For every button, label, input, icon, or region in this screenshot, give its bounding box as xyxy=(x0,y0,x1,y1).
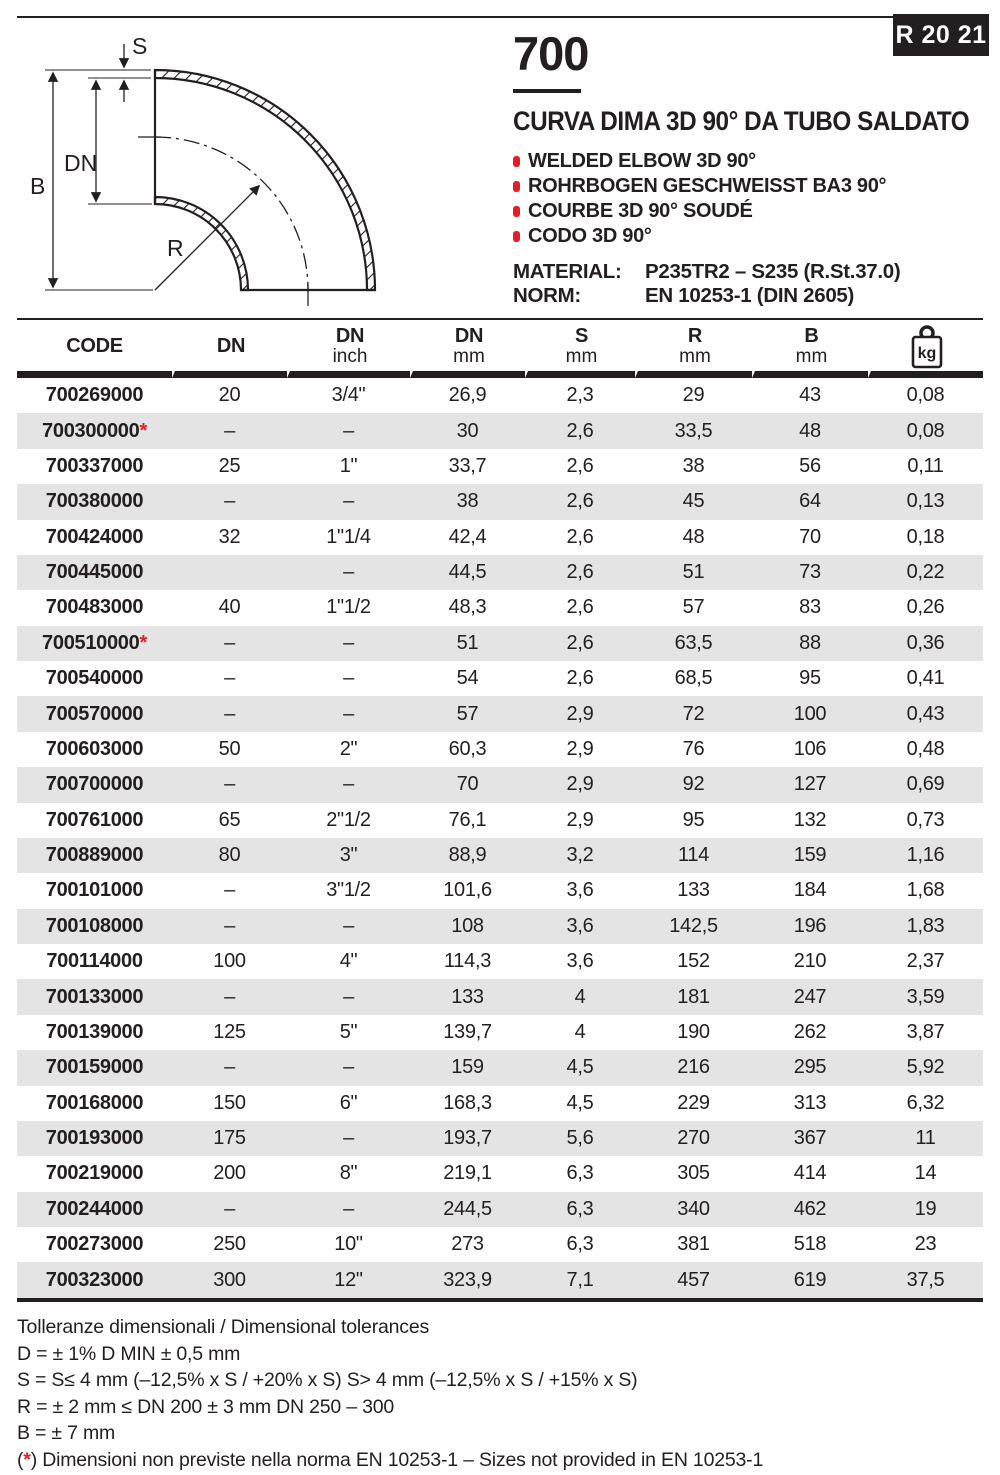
cell-b-mm: 83 xyxy=(799,596,821,619)
cell-s-mm: 2,6 xyxy=(566,525,594,548)
label-b: B xyxy=(30,173,46,199)
table-row xyxy=(17,1192,983,1227)
cell-weight-kg: 0,73 xyxy=(906,808,945,831)
elbow-technical-drawing xyxy=(20,28,490,316)
tolerances-block xyxy=(17,1314,983,1473)
cell-b-mm: 106 xyxy=(793,737,827,760)
cell-dn: – xyxy=(172,696,287,731)
cell-dn: – xyxy=(172,413,287,448)
cell-s-mm: 2,6 xyxy=(525,626,635,661)
cell-weight-kg: 1,68 xyxy=(906,879,945,902)
table-row xyxy=(17,413,983,448)
cell-code: 700193000 xyxy=(17,1121,172,1156)
cell-code: 700445000 xyxy=(17,555,172,590)
cell-dn-mm: 139,7 xyxy=(443,1020,492,1043)
table-row xyxy=(17,484,983,519)
table-row xyxy=(17,979,983,1014)
cell-r-mm: 68,5 xyxy=(674,667,713,690)
cell-s-mm: 2,6 xyxy=(525,555,635,590)
cell-code: 700540000 xyxy=(45,667,144,690)
cell-dn-mm: 114,3 xyxy=(443,950,492,973)
cell-b-mm: 43 xyxy=(799,384,821,407)
cell-b-mm: 262 xyxy=(793,1020,827,1043)
list-item xyxy=(513,224,985,249)
table-header-row xyxy=(17,320,983,378)
weight-kg-icon xyxy=(908,322,946,370)
table-row xyxy=(17,732,983,767)
tolerance-d: D = ± 1% D MIN ± 0,5 mm xyxy=(17,1342,241,1365)
table-row xyxy=(17,838,983,873)
cell-dn-inch: 4" xyxy=(339,950,358,973)
table-row xyxy=(17,661,983,696)
cell-weight-kg: 0,41 xyxy=(906,667,945,690)
header-block xyxy=(513,27,985,308)
cell-b-mm: 184 xyxy=(793,879,827,902)
norm-label: NORM: xyxy=(513,284,581,307)
cell-r-mm: 142,5 xyxy=(635,909,752,944)
cell-dn: – xyxy=(172,979,287,1014)
cell-dn-mm: 57 xyxy=(410,696,525,731)
cell-s-mm: 2,3 xyxy=(566,384,594,407)
cell-b-mm: 462 xyxy=(752,1192,868,1227)
cell-dn-mm: 244,5 xyxy=(410,1192,525,1227)
table-row xyxy=(17,873,983,908)
translations-list xyxy=(513,149,985,249)
cell-r-mm: 181 xyxy=(635,979,752,1014)
norm-value: EN 10253-1 (DIN 2605) xyxy=(645,284,855,307)
cell-code: 700483000 xyxy=(45,596,144,619)
bullet-icon xyxy=(513,231,520,242)
cell-dn-mm: 76,1 xyxy=(448,808,487,831)
table-row xyxy=(17,555,983,590)
translation-label: CODO 3D 90° xyxy=(528,225,652,247)
cell-code: 700269000 xyxy=(45,384,144,407)
cell-dn-inch: 3" xyxy=(287,838,410,873)
cell-r-mm: 29 xyxy=(682,384,705,407)
tolerance-r: R = ± 2 mm ≤ DN 200 ± 3 mm DN 250 – 300 xyxy=(17,1395,395,1418)
cell-code: 700139000 xyxy=(45,1020,144,1043)
footnote-star: * xyxy=(23,1448,31,1471)
col-header-dn: DN xyxy=(172,320,287,378)
translation-label: COURBE 3D 90° SOUDÉ xyxy=(528,200,753,222)
cell-b-mm: 88 xyxy=(752,626,868,661)
translation-label: WELDED ELBOW 3D 90° xyxy=(528,150,756,172)
cell-weight-kg: 3,87 xyxy=(906,1020,945,1043)
cell-dn: 50 xyxy=(218,737,241,760)
table-row xyxy=(17,696,983,731)
cell-code: 700380000 xyxy=(17,484,172,519)
cell-weight-kg: 0,69 xyxy=(868,767,983,802)
cell-weight-kg: 1,83 xyxy=(868,909,983,944)
cell-dn-inch: – xyxy=(287,767,410,802)
cell-r-mm: 51 xyxy=(635,555,752,590)
label-dn: DN xyxy=(64,150,98,176)
cell-dn-inch: – xyxy=(287,484,410,519)
cell-dn-inch: – xyxy=(287,555,410,590)
bullet-icon xyxy=(513,206,520,217)
cell-dn: 175 xyxy=(172,1121,287,1156)
table-row xyxy=(17,1086,983,1121)
cell-weight-kg: 1,16 xyxy=(868,838,983,873)
col-header-r-mm: R mm xyxy=(635,320,752,378)
cell-dn-inch: – xyxy=(287,696,410,731)
cell-code: 700244000 xyxy=(17,1192,172,1227)
cell-dn: 100 xyxy=(213,950,246,973)
cell-dn-inch: 1"1/2 xyxy=(326,596,371,619)
cell-code: 700114000 xyxy=(46,950,143,973)
cell-s-mm: 2,6 xyxy=(525,413,635,448)
cell-dn: – xyxy=(172,1050,287,1085)
cell-r-mm: 76 xyxy=(682,737,705,760)
material-label: MATERIAL: xyxy=(513,260,622,283)
cell-r-mm: 114 xyxy=(635,838,752,873)
cell-dn-inch: 3/4" xyxy=(331,384,366,407)
cell-weight-kg: 0,18 xyxy=(906,525,945,548)
cell-s-mm: 4 xyxy=(574,1020,586,1043)
cell-weight-kg: 0,08 xyxy=(868,413,983,448)
cell-weight-kg: 11 xyxy=(868,1121,983,1156)
footnote: (*) Dimensioni non previste nella norma EN 10253-1 – Sizes not provided in EN 10253-1 xyxy=(17,1448,764,1471)
cell-r-mm: 57 xyxy=(682,596,705,619)
cell-dn-inch: – xyxy=(343,667,354,690)
cell-r-mm: 45 xyxy=(635,484,752,519)
cell-dn-mm: 108 xyxy=(410,909,525,944)
table-row xyxy=(17,1015,983,1050)
cell-code: 700700000 xyxy=(17,767,172,802)
cell-weight-kg: 0,08 xyxy=(906,384,945,407)
cell-code: 700133000 xyxy=(17,979,172,1014)
cell-s-mm: 2,6 xyxy=(566,667,594,690)
cell-dn: 20 xyxy=(218,384,241,407)
cell-dn-mm: 38 xyxy=(410,484,525,519)
cell-r-mm: 305 xyxy=(677,1162,710,1185)
page-top-rule xyxy=(17,16,895,18)
bullet-icon xyxy=(513,156,520,167)
cell-dn: 250 xyxy=(213,1233,246,1256)
cell-weight-kg: 6,32 xyxy=(906,1091,945,1114)
cell-weight-kg: 14 xyxy=(914,1162,937,1185)
cell-r-mm: 340 xyxy=(635,1192,752,1227)
specs-block xyxy=(513,260,985,308)
cell-code: 700101000 xyxy=(45,879,144,902)
table-row xyxy=(17,378,983,413)
page-title: CURVA DIMA 3D 90° DA TUBO SALDATO xyxy=(513,106,970,136)
table-row xyxy=(17,520,983,555)
list-item xyxy=(513,174,985,199)
cell-s-mm: 6,3 xyxy=(525,1192,635,1227)
cell-r-mm: 95 xyxy=(682,808,705,831)
cell-weight-kg: 0,48 xyxy=(906,737,945,760)
cell-code: 700337000 xyxy=(45,454,144,477)
cell-dn-mm: 51 xyxy=(410,626,525,661)
tolerance-s: S = S≤ 4 mm (–12,5% x S / +20% x S) S> 4 mm (–12,5% x S / +15% x S) xyxy=(17,1369,638,1391)
col-header-weight xyxy=(868,320,983,378)
revision-badge: R 20 21 xyxy=(893,14,989,56)
translation-label: ROHRBOGEN GESCHWEISST BA3 90° xyxy=(528,175,887,197)
cell-code: 700168000 xyxy=(45,1091,144,1114)
cell-r-mm: 216 xyxy=(635,1050,752,1085)
cell-b-mm: 73 xyxy=(752,555,868,590)
cell-b-mm: 196 xyxy=(752,909,868,944)
table-row xyxy=(17,1121,983,1156)
cell-dn: – xyxy=(172,1192,287,1227)
cell-weight-kg: 23 xyxy=(914,1233,937,1256)
cell-dn-mm: 60,3 xyxy=(448,737,487,760)
table-row xyxy=(17,626,983,661)
cell-b-mm: 56 xyxy=(799,454,821,477)
bullet-icon xyxy=(513,181,520,192)
cell-code: 700570000 xyxy=(17,696,172,731)
cell-weight-kg: 0,13 xyxy=(868,484,983,519)
cell-weight-kg: 0,26 xyxy=(906,596,945,619)
cell-s-mm: 2,6 xyxy=(566,454,594,477)
cell-dn-mm: 323,9 xyxy=(410,1262,525,1297)
cell-dn: 150 xyxy=(213,1091,246,1114)
cell-dn: 300 xyxy=(172,1262,287,1297)
cell-b-mm: 48 xyxy=(752,413,868,448)
table-row xyxy=(17,1227,983,1262)
cell-code: 700761000 xyxy=(45,808,144,831)
cell-dn-inch: 8" xyxy=(339,1162,358,1185)
footnote-star: * xyxy=(139,631,147,654)
cell-dn-inch: 2"1/2 xyxy=(326,808,371,831)
cell-weight-kg: 2,37 xyxy=(906,950,945,973)
cell-dn: 40 xyxy=(218,596,241,619)
label-s: S xyxy=(132,33,148,59)
cell-dn-inch: – xyxy=(287,909,410,944)
cell-s-mm: 4,5 xyxy=(525,1050,635,1085)
cell-dn: 200 xyxy=(213,1162,246,1185)
cell-r-mm: 152 xyxy=(677,950,710,973)
cell-code: 700603000 xyxy=(45,737,144,760)
col-header-dn-mm: DN mm xyxy=(410,320,525,378)
cell-dn-inch: – xyxy=(287,626,410,661)
cell-dn-inch: – xyxy=(287,413,410,448)
cell-dn: – xyxy=(172,484,287,519)
cell-b-mm: 295 xyxy=(752,1050,868,1085)
col-header-dn-inch: DN inch xyxy=(287,320,410,378)
cell-b-mm: 210 xyxy=(793,950,827,973)
cell-weight-kg: 0,11 xyxy=(907,454,944,477)
cell-r-mm: 190 xyxy=(677,1020,710,1043)
dimensions-table-wrap xyxy=(17,318,983,1302)
cell-b-mm: 95 xyxy=(799,667,821,690)
cell-dn-inch: 1" xyxy=(339,454,358,477)
cell-dn-inch: 10" xyxy=(334,1233,363,1256)
table-row xyxy=(17,449,983,484)
table-row xyxy=(17,1156,983,1191)
table-row xyxy=(17,1262,983,1297)
cell-dn-mm: 26,9 xyxy=(448,384,487,407)
cell-dn-mm: 159 xyxy=(410,1050,525,1085)
table-row xyxy=(17,944,983,979)
cell-dn-inch: – xyxy=(287,979,410,1014)
cell-weight-kg: 0,43 xyxy=(868,696,983,731)
table-row xyxy=(17,767,983,802)
cell-s-mm: 3,2 xyxy=(525,838,635,873)
cell-code: 700323000 xyxy=(17,1262,172,1297)
cell-code: 700108000 xyxy=(17,909,172,944)
cell-weight-kg: 5,92 xyxy=(868,1050,983,1085)
label-r: R xyxy=(167,235,184,261)
cell-s-mm: 2,6 xyxy=(566,596,594,619)
cell-dn: – xyxy=(224,879,235,902)
cell-b-mm: 127 xyxy=(752,767,868,802)
cell-dn-mm: 30 xyxy=(410,413,525,448)
cell-b-mm: 619 xyxy=(752,1262,868,1297)
cell-b-mm: 132 xyxy=(793,808,827,831)
cell-code: 700510000* xyxy=(17,626,172,661)
cell-dn-mm: 273 xyxy=(451,1233,484,1256)
cell-weight-kg: 19 xyxy=(868,1192,983,1227)
col-header-code: CODE xyxy=(17,320,172,378)
cell-s-mm: 3,6 xyxy=(566,950,594,973)
cell-r-mm: 457 xyxy=(635,1262,752,1297)
cell-dn-inch: 6" xyxy=(339,1091,358,1114)
cell-s-mm: 3,6 xyxy=(525,909,635,944)
cell-s-mm: 2,6 xyxy=(525,484,635,519)
cell-dn: 32 xyxy=(218,525,241,548)
material-row xyxy=(513,260,985,284)
norm-row xyxy=(513,284,985,308)
cell-dn-mm: 70 xyxy=(410,767,525,802)
tolerances-title: Tolleranze dimensionali / Dimensional tolerances xyxy=(17,1316,430,1338)
cell-weight-kg: 3,59 xyxy=(868,979,983,1014)
cell-r-mm: 133 xyxy=(677,879,710,902)
cell-code: 700300000* xyxy=(17,413,172,448)
cell-b-mm: 367 xyxy=(752,1121,868,1156)
cell-dn-inch: 5" xyxy=(339,1020,358,1043)
cell-s-mm: 7,1 xyxy=(525,1262,635,1297)
cell-weight-kg: 0,36 xyxy=(868,626,983,661)
footnote-star: * xyxy=(139,419,147,442)
cell-dn-mm: 88,9 xyxy=(410,838,525,873)
product-code-underline xyxy=(513,89,581,93)
cell-s-mm: 6,3 xyxy=(566,1162,594,1185)
cell-r-mm: 38 xyxy=(682,454,705,477)
cell-b-mm: 518 xyxy=(793,1233,827,1256)
material-value: P235TR2 – S235 (R.St.37.0) xyxy=(645,260,901,283)
cell-dn: 125 xyxy=(213,1020,246,1043)
cell-dn-inch: – xyxy=(287,1121,410,1156)
table-row xyxy=(17,1050,983,1085)
cell-b-mm: 414 xyxy=(793,1162,827,1185)
cell-b-mm: 64 xyxy=(752,484,868,519)
cell-dn-mm: 48,3 xyxy=(448,596,487,619)
cell-s-mm: 2,9 xyxy=(566,737,594,760)
cell-b-mm: 247 xyxy=(752,979,868,1014)
cell-dn-mm: 33,7 xyxy=(448,454,487,477)
table-row xyxy=(17,590,983,625)
cell-r-mm: 33,5 xyxy=(635,413,752,448)
svg-text:kg: kg xyxy=(917,344,937,362)
cell-dn-mm: 193,7 xyxy=(410,1121,525,1156)
cell-b-mm: 313 xyxy=(793,1091,827,1114)
cell-dn-inch: – xyxy=(287,1192,410,1227)
product-code: 700 xyxy=(513,27,589,80)
cell-s-mm: 4 xyxy=(525,979,635,1014)
cell-dn: 80 xyxy=(172,838,287,873)
cell-dn-mm: 168,3 xyxy=(443,1091,492,1114)
cell-code: 700159000 xyxy=(17,1050,172,1085)
table-row xyxy=(17,803,983,838)
cell-dn: – xyxy=(172,909,287,944)
cell-b-mm: 100 xyxy=(752,696,868,731)
cell-dn-inch: 1"1/4 xyxy=(326,525,371,548)
cell-dn: – xyxy=(172,767,287,802)
cell-s-mm: 2,9 xyxy=(525,767,635,802)
cell-dn-mm: 54 xyxy=(456,667,479,690)
cell-s-mm: 5,6 xyxy=(525,1121,635,1156)
cell-dn-inch: – xyxy=(287,1050,410,1085)
col-header-b-mm: B mm xyxy=(752,320,868,378)
cell-s-mm: 6,3 xyxy=(566,1233,594,1256)
cell-dn-inch: 3"1/2 xyxy=(326,879,371,902)
col-header-s-mm: S mm xyxy=(525,320,635,378)
cell-b-mm: 159 xyxy=(752,838,868,873)
dimensions-table xyxy=(17,318,983,1302)
cell-s-mm: 3,6 xyxy=(566,879,594,902)
cell-r-mm: 48 xyxy=(682,525,705,548)
cell-b-mm: 70 xyxy=(799,525,821,548)
cell-dn-inch: 12" xyxy=(287,1262,410,1297)
cell-dn-mm: 42,4 xyxy=(448,525,487,548)
cell-dn-mm: 101,6 xyxy=(443,879,492,902)
cell-dn-mm: 219,1 xyxy=(443,1162,492,1185)
cell-code: 700219000 xyxy=(45,1162,144,1185)
cell-dn: 65 xyxy=(218,808,241,831)
cell-dn-mm: 133 xyxy=(410,979,525,1014)
cell-r-mm: 229 xyxy=(677,1091,710,1114)
cell-r-mm: 92 xyxy=(635,767,752,802)
cell-r-mm: 63,5 xyxy=(635,626,752,661)
cell-dn xyxy=(172,555,287,590)
cell-dn-mm: 44,5 xyxy=(410,555,525,590)
cell-dn: – xyxy=(172,626,287,661)
cell-r-mm: 381 xyxy=(677,1233,710,1256)
cell-dn-inch: 2" xyxy=(339,737,358,760)
cell-code: 700889000 xyxy=(17,838,172,873)
cell-weight-kg: 37,5 xyxy=(868,1262,983,1297)
cell-code: 700273000 xyxy=(45,1233,144,1256)
list-item xyxy=(513,149,985,174)
cell-dn: – xyxy=(224,667,235,690)
table-row xyxy=(17,909,983,944)
tolerance-b: B = ± 7 mm xyxy=(17,1422,116,1444)
cell-s-mm: 2,9 xyxy=(566,808,594,831)
cell-dn: 25 xyxy=(218,454,241,477)
cell-s-mm: 4,5 xyxy=(566,1091,594,1114)
cell-r-mm: 72 xyxy=(635,696,752,731)
cell-code: 700424000 xyxy=(45,525,144,548)
cell-weight-kg: 0,22 xyxy=(868,555,983,590)
cell-r-mm: 270 xyxy=(635,1121,752,1156)
list-item xyxy=(513,199,985,224)
cell-s-mm: 2,9 xyxy=(525,696,635,731)
